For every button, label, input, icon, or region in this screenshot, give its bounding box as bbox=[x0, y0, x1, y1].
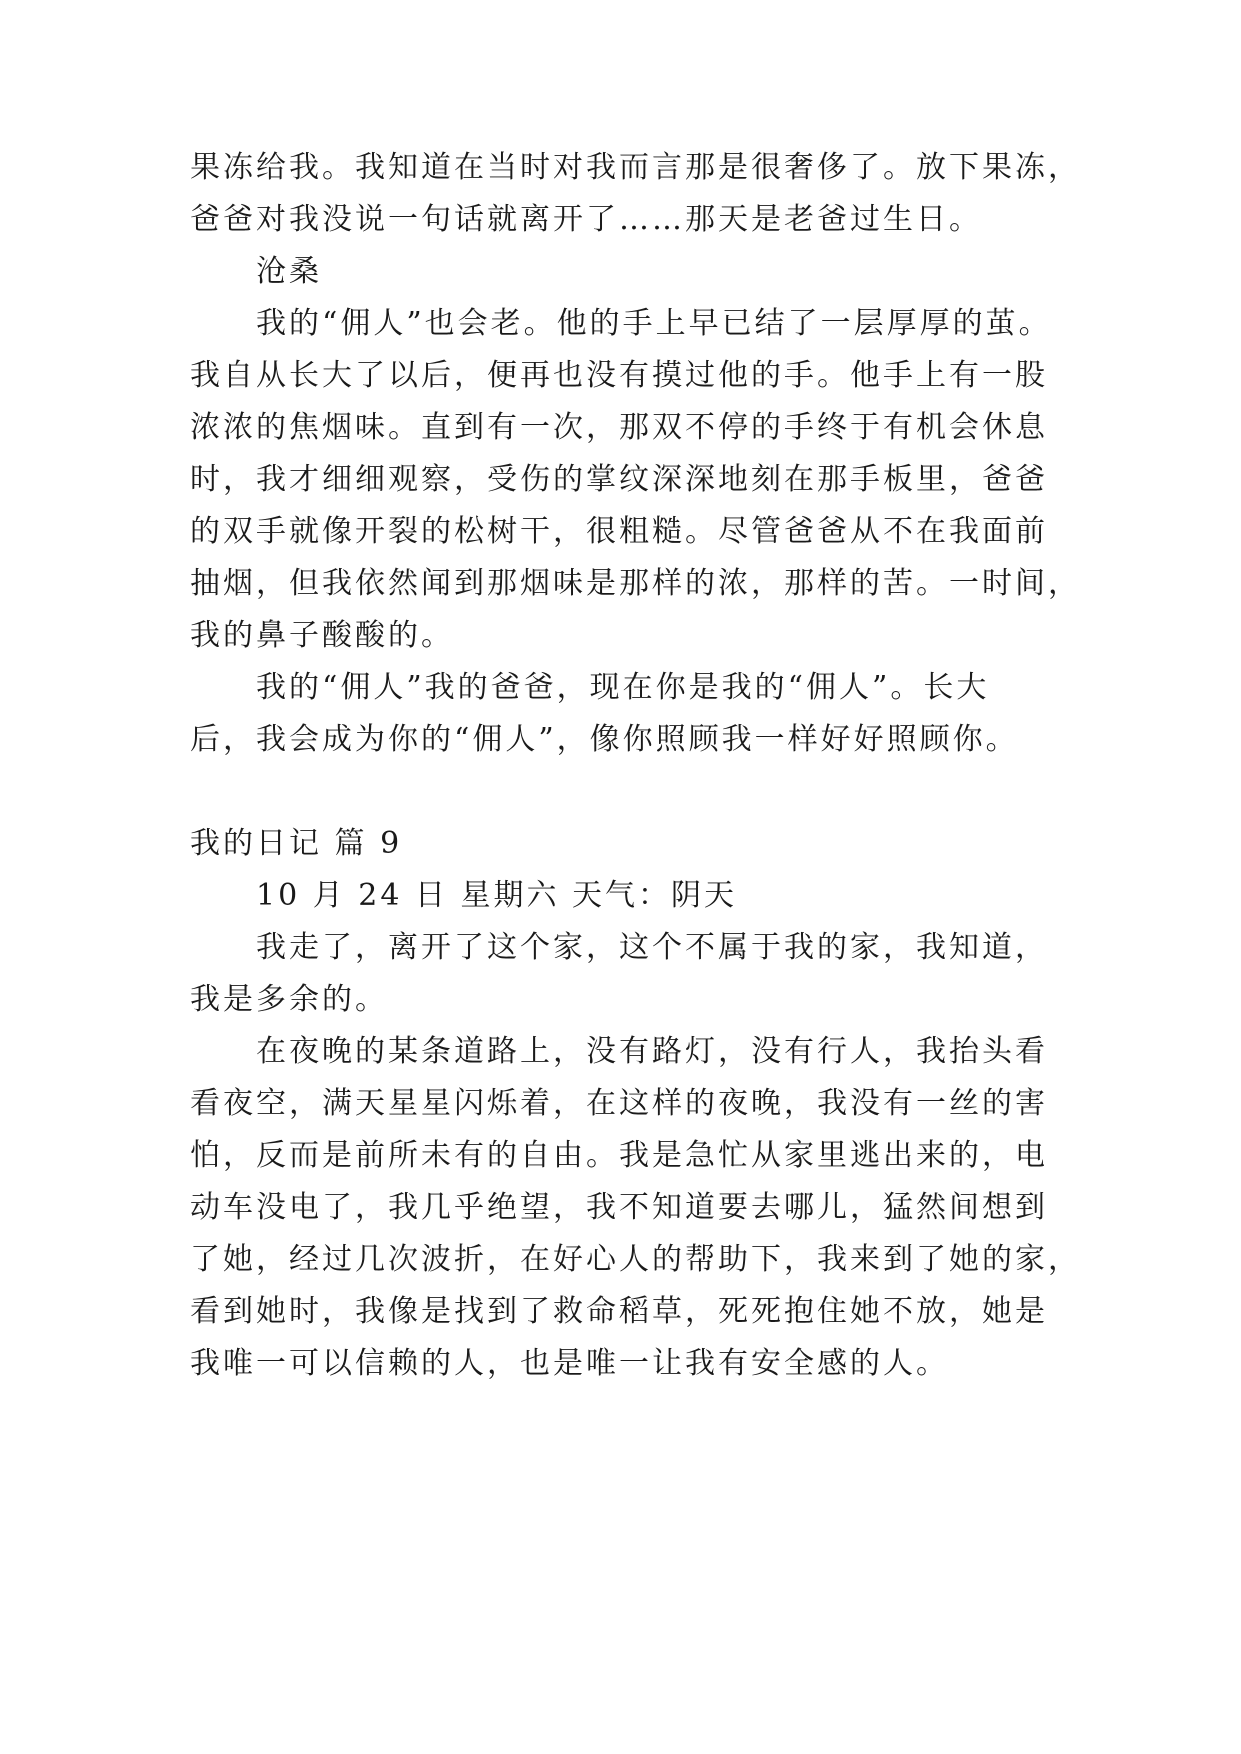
text-line: 爸爸对我没说一句话就离开了……那天是老爸过生日。 bbox=[190, 202, 982, 237]
text-line: 了她，经过几次波折，在好心人的帮助下，我来到了她的家， bbox=[190, 1242, 1081, 1277]
text-line: 后，我会成为你的“佣人”，像你照顾我一样好好照顾你。 bbox=[190, 722, 1019, 757]
text-line: 果冻给我。我知道在当时对我而言那是很奢侈了。放下果冻， bbox=[190, 150, 1081, 185]
text-line: 看夜空，满天星星闪烁着，在这样的夜晚，我没有一丝的害 bbox=[190, 1086, 1048, 1121]
text-line: 我是多余的。 bbox=[190, 982, 388, 1017]
text-line: 的双手就像开裂的松树干，很粗糙。尽管爸爸从不在我面前 bbox=[190, 514, 1048, 549]
text-line: 我自从长大了以后，便再也没有摸过他的手。他手上有一股 bbox=[190, 358, 1048, 393]
text-line: 我的鼻子酸酸的。 bbox=[190, 618, 454, 653]
subheading: 沧桑 bbox=[256, 254, 322, 289]
text-line: 我的“佣人”也会老。他的手上早已结了一层厚厚的茧。 bbox=[256, 306, 1052, 341]
text-line: 我的“佣人”我的爸爸，现在你是我的“佣人”。长大 bbox=[256, 670, 990, 705]
text-line: 看到她时，我像是找到了救命稻草，死死抱住她不放，她是 bbox=[190, 1294, 1048, 1329]
text-line: 时，我才细细观察，受伤的掌纹深深地刻在那手板里，爸爸 bbox=[190, 462, 1048, 497]
section-title: 我的日记 篇 9 bbox=[190, 826, 403, 861]
text-line: 抽烟，但我依然闻到那烟味是那样的浓，那样的苦。一时间， bbox=[190, 566, 1081, 601]
text-line: 怕，反而是前所未有的自由。我是急忙从家里逃出来的，电 bbox=[190, 1138, 1048, 1173]
text-line: 动车没电了，我几乎绝望，我不知道要去哪儿，猛然间想到 bbox=[190, 1190, 1048, 1225]
text-line: 我唯一可以信赖的人，也是唯一让我有安全感的人。 bbox=[190, 1346, 949, 1381]
date-line: 10 月 24 日 星期六 天气：阴天 bbox=[256, 878, 738, 913]
text-line: 在夜晚的某条道路上，没有路灯，没有行人，我抬头看 bbox=[256, 1034, 1048, 1069]
text-line: 浓浓的焦烟味。直到有一次，那双不停的手终于有机会休息 bbox=[190, 410, 1048, 445]
text-line: 我走了，离开了这个家，这个不属于我的家，我知道， bbox=[256, 930, 1048, 965]
